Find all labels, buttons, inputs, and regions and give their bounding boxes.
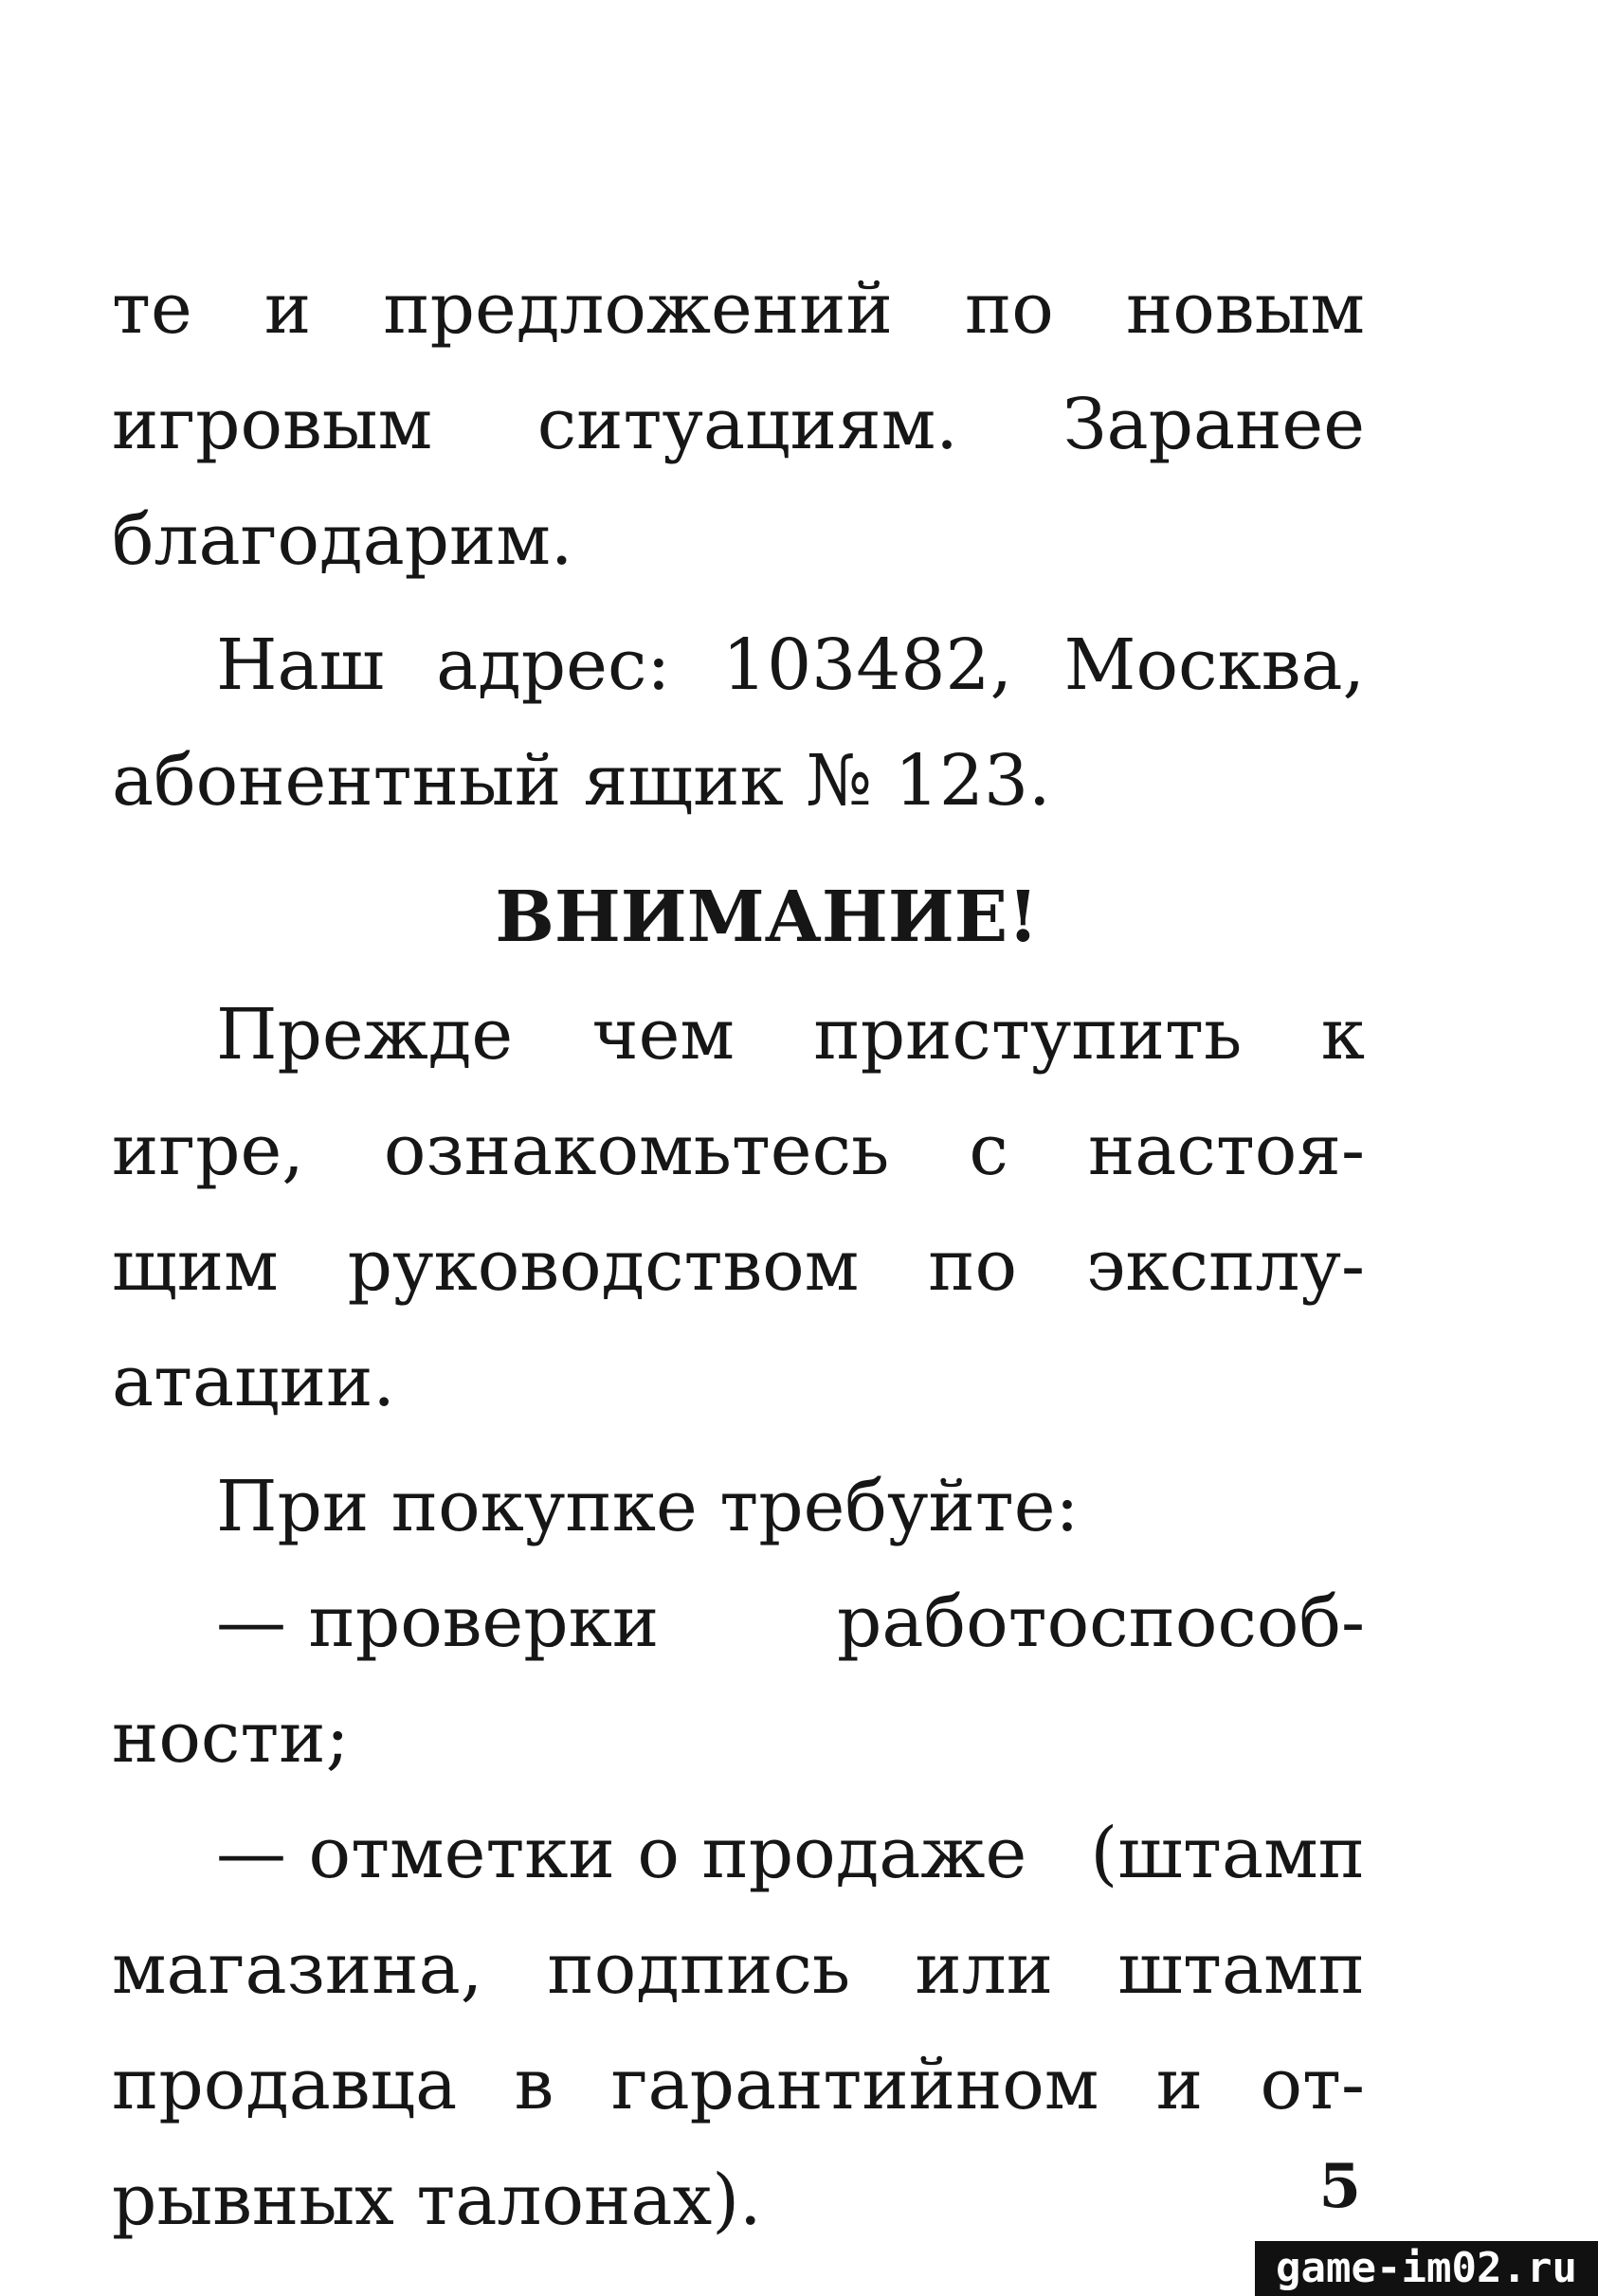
word: новым xyxy=(1125,268,1365,350)
word: адрес: xyxy=(436,624,671,706)
word: в xyxy=(514,2044,554,2125)
word: настоя- xyxy=(1087,1110,1365,1191)
word: продавца xyxy=(112,2044,458,2125)
purchase-item-1-line-1 xyxy=(112,1564,1365,1680)
word: — отметки о продаже xyxy=(216,1813,1027,1894)
word: магазина, xyxy=(112,1928,483,2010)
word: или xyxy=(915,1928,1054,2010)
address-line-1 xyxy=(112,607,1365,723)
word: подпись xyxy=(547,1928,851,2010)
word: чем xyxy=(591,994,735,1076)
word: предложений xyxy=(383,268,893,350)
word: ситуациям. xyxy=(536,384,958,465)
purchase-item-2-line-3 xyxy=(112,2027,1365,2142)
word: к xyxy=(1320,994,1365,1076)
purchase-item-1-line-2: ности; xyxy=(112,1697,350,1779)
word: от- xyxy=(1260,2044,1365,2125)
word: работоспособ- xyxy=(837,1582,1365,1663)
word: и xyxy=(263,268,312,350)
word: щим xyxy=(112,1225,279,1307)
word: штамп xyxy=(1117,1928,1365,2010)
word: эксплу- xyxy=(1085,1225,1365,1307)
word: — проверки xyxy=(216,1582,660,1663)
read-line-3 xyxy=(112,1208,1365,1324)
attention-heading: ВНИМАНИЕ! xyxy=(495,877,1039,958)
word: игровым xyxy=(112,384,433,465)
site-watermark: game-im02.ru xyxy=(1255,2241,1598,2296)
word: по xyxy=(928,1225,1018,1307)
word: Заранее xyxy=(1062,384,1365,465)
word: ознакомьтесь xyxy=(383,1110,890,1191)
word: Прежде xyxy=(216,994,514,1076)
read-line-4: атации. xyxy=(112,1341,395,1422)
word: приступить xyxy=(813,994,1243,1076)
read-line-2 xyxy=(112,1093,1365,1208)
address-line-2: абонентный ящик № 123. xyxy=(112,740,1051,822)
word: (штамп xyxy=(1090,1813,1365,1894)
word: Наш xyxy=(216,624,385,706)
intro-line-1 xyxy=(112,251,1365,367)
word: по xyxy=(964,268,1054,350)
word: 103482, xyxy=(722,624,1013,706)
word: руководством xyxy=(347,1225,860,1307)
word: гарантийном xyxy=(610,2044,1099,2125)
word: с xyxy=(969,1110,1008,1191)
purchase-item-2-line-4: рывных талонах). xyxy=(112,2160,762,2241)
purchase-intro: При покупке требуйте: xyxy=(216,1466,1080,1547)
word: Москва, xyxy=(1063,624,1365,706)
intro-line-3: благодарим. xyxy=(112,499,573,581)
word: и xyxy=(1155,2044,1204,2125)
page-number: 5 xyxy=(1318,2151,1361,2222)
word: те xyxy=(112,268,192,350)
word: игре, xyxy=(112,1110,304,1191)
purchase-item-2-line-1 xyxy=(112,1796,1365,1911)
page-text xyxy=(112,251,1365,2258)
intro-line-2 xyxy=(112,367,1365,482)
read-line-1 xyxy=(112,977,1365,1093)
purchase-item-2-line-2 xyxy=(112,1911,1365,2027)
